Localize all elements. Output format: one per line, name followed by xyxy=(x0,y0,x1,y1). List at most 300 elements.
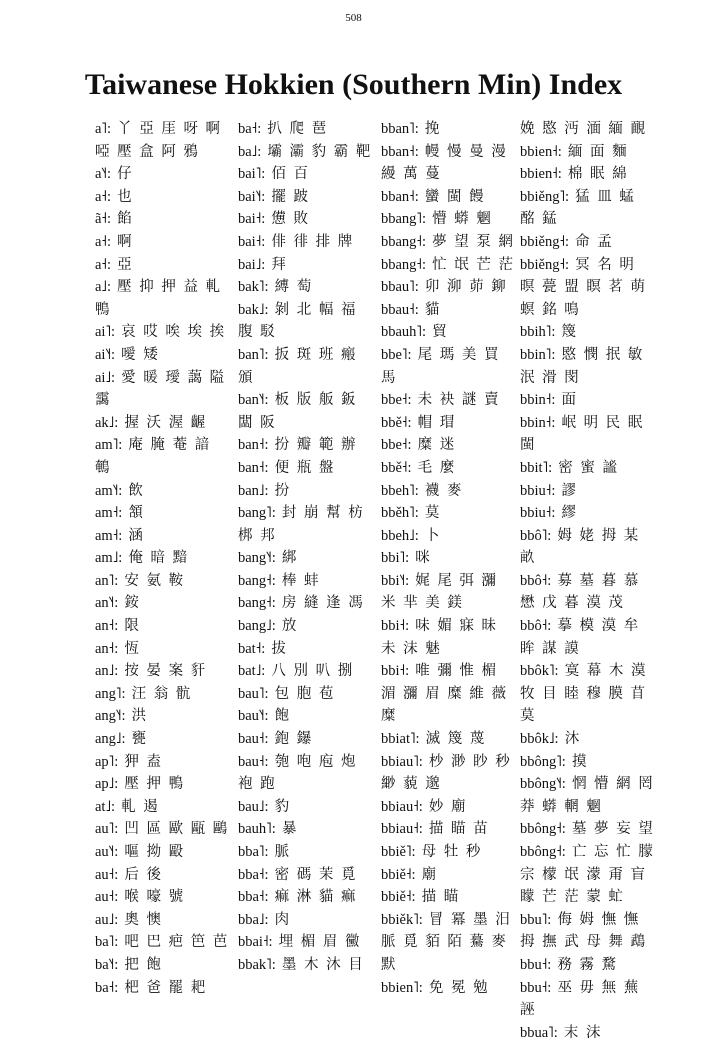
entry-romanization: bba˧: xyxy=(238,889,269,906)
entry-characters: 銨 xyxy=(118,595,141,612)
entry-romanization: bbu˥: xyxy=(520,911,552,928)
index-entry xyxy=(381,547,516,570)
entry-characters: 母 牡 秒 xyxy=(415,844,482,860)
index-entry xyxy=(238,141,373,164)
index-entry xyxy=(381,480,516,503)
index-entry xyxy=(95,502,230,525)
entry-romanization: bbôk˥: xyxy=(520,663,559,680)
entry-characters: 扮 瓣 範 辦 xyxy=(268,437,357,454)
entry-romanization: bbu˧: xyxy=(520,956,552,973)
entry-romanization: ap˩: xyxy=(95,776,119,793)
entry-romanization: bbô˥: xyxy=(520,527,552,544)
entry-romanization: am˥˧: xyxy=(95,482,123,499)
index-entry xyxy=(95,480,230,503)
entry-romanization: bběh˥: xyxy=(381,505,419,522)
entry-characters: 俳 徘 排 牌 xyxy=(265,233,354,250)
entry-characters: 糜 迷 xyxy=(411,437,456,454)
entry-characters: 剝 北 幅 福 腹 駁 xyxy=(238,301,357,341)
entry-characters: 篾 xyxy=(555,324,578,341)
entry-characters: 安 氨 鞍 xyxy=(118,572,185,589)
entry-characters: 吧 巴 疤 笆 芭 xyxy=(118,934,229,951)
entry-characters: 拔 xyxy=(265,640,288,657)
index-entry xyxy=(238,841,373,864)
page-title: Taiwanese Hokkien (Southern Min) Index xyxy=(84,68,623,101)
index-entry xyxy=(381,841,516,864)
entry-romanization: an˧: xyxy=(95,640,119,657)
entry-romanization: bbiě˧: xyxy=(381,866,416,883)
entry-characters: 拜 xyxy=(265,256,288,273)
entry-characters: 侮 姆 憮 憮 拇 撫 武 母 舞 鵡 xyxy=(520,911,647,951)
entry-characters: 廟 xyxy=(415,866,438,883)
entry-romanization: ap˥: xyxy=(95,753,119,770)
entry-romanization: bbi˥: xyxy=(381,550,410,567)
entry-characters: 俺 暗 黯 xyxy=(122,550,189,567)
entry-romanization: bbiau˧: xyxy=(381,798,423,815)
entry-characters: 豹 xyxy=(268,798,291,815)
entry-characters: 摸 xyxy=(565,753,588,770)
entry-characters: 飲 xyxy=(122,482,145,499)
entry-characters: 咪 xyxy=(409,550,432,567)
index-entry xyxy=(238,796,373,819)
entry-characters: 募 墓 暮 慕 懋 戊 暮 漠 茂 xyxy=(520,572,640,612)
index-entry xyxy=(238,344,373,389)
index-entry xyxy=(520,321,655,344)
entry-romanization: ang˩: xyxy=(95,731,126,748)
entry-characters: 娩 愍 沔 湎 緬 靦 xyxy=(520,121,647,137)
entry-romanization: au˥˧: xyxy=(95,844,119,860)
index-entry xyxy=(381,818,516,841)
entry-romanization: bai˥: xyxy=(238,166,266,183)
index-entry xyxy=(520,977,655,1022)
index-entry xyxy=(520,841,655,909)
entry-characters: 卯 泖 茆 鉚 xyxy=(418,279,508,296)
entry-romanization: bau˥: xyxy=(238,685,269,702)
entry-romanization: bai˩: xyxy=(238,256,266,273)
index-entry xyxy=(95,796,230,819)
entry-characters: 務 霧 騖 xyxy=(551,956,618,973)
entry-romanization: bak˩: xyxy=(238,301,269,318)
index-entry xyxy=(238,638,373,661)
index-entry xyxy=(95,276,230,321)
entry-romanization: bbi˧: xyxy=(381,663,410,680)
entry-characters: 命 孟 xyxy=(569,233,614,250)
page-number: 508 xyxy=(345,12,362,24)
entry-romanization: a˧: xyxy=(95,233,112,250)
entry-romanization: ba˥: xyxy=(95,934,119,951)
entry-romanization: am˧: xyxy=(95,505,123,522)
index-entry xyxy=(238,299,373,344)
entry-characters: 唯 彌 惟 楣 湄 瀰 眉 糜 維 薇 糜 xyxy=(381,663,508,725)
index-entry xyxy=(95,751,230,774)
entry-romanization: au˧: xyxy=(95,889,119,906)
index-entry xyxy=(95,909,230,932)
entry-characters: 埋 楣 眉 黴 xyxy=(272,934,361,951)
entry-romanization: bbô˧: xyxy=(520,618,552,635)
index-column-4 xyxy=(520,118,655,1044)
index-entry xyxy=(520,141,655,164)
index-entry xyxy=(520,954,655,977)
index-entry xyxy=(520,502,655,525)
entry-characters: 暴 xyxy=(275,821,298,838)
index-entry xyxy=(381,276,516,299)
entry-romanization: bak˥: xyxy=(238,279,269,296)
entry-characters: 壓 抑 押 益 軋 鴨 xyxy=(95,279,222,318)
entry-characters: 杪 渺 眇 秒 緲 藐 邈 xyxy=(381,753,512,793)
entry-characters: 便 瓶 盤 xyxy=(268,459,335,476)
index-entry xyxy=(238,186,373,209)
entry-romanization: ak˩: xyxy=(95,414,119,431)
entry-romanization: bang˧: xyxy=(238,572,276,589)
entry-romanization: ba˧: xyxy=(95,979,119,996)
index-entry xyxy=(238,931,373,954)
entry-romanization: ai˥: xyxy=(95,324,116,341)
entry-romanization: ba˩: xyxy=(238,143,262,160)
index-entry xyxy=(95,773,230,796)
entry-romanization: bbě˧: xyxy=(381,459,412,476)
entry-romanization: bbiu˧: xyxy=(520,482,556,499)
index-entry xyxy=(381,751,516,796)
entry-characters: 描 瞄 苗 xyxy=(422,821,490,838)
entry-characters: 餡 xyxy=(111,211,134,228)
entry-romanization: bau˥˧: xyxy=(238,708,269,725)
index-entry xyxy=(95,163,230,186)
entry-romanization: bbang˥: xyxy=(381,211,427,228)
entry-characters: 杷 爸 罷 耙 xyxy=(118,979,207,996)
entry-characters: 汪 翁 骯 xyxy=(125,685,192,702)
entry-romanization: bban˧: xyxy=(381,188,419,205)
entry-romanization: bau˩: xyxy=(238,798,269,815)
entry-characters: 密 碼 茉 覓 xyxy=(268,866,357,883)
index-entry xyxy=(95,592,230,615)
entry-romanization: an˩: xyxy=(95,663,119,680)
entry-romanization: ban˧: xyxy=(238,459,269,476)
entry-romanization: a˩: xyxy=(95,279,112,296)
entry-romanization: bbiau˧: xyxy=(381,821,423,838)
entry-romanization: bbih˥: xyxy=(520,324,556,341)
index-entry xyxy=(238,592,373,615)
entry-romanization: an˥: xyxy=(95,572,119,589)
index-entry xyxy=(95,638,230,661)
index-entry xyxy=(381,389,516,412)
entry-romanization: au˧: xyxy=(95,866,119,883)
index-entry xyxy=(95,254,230,277)
index-entry xyxy=(520,909,655,954)
entry-characters: 冥 名 明 暝 甍 盟 瞑 茗 萌 螟 銘 鳴 xyxy=(520,256,647,318)
index-entry xyxy=(381,208,516,231)
index-entry xyxy=(95,231,230,254)
index-entry xyxy=(238,728,373,751)
entry-characters: 仔 xyxy=(111,166,134,183)
index-entry xyxy=(238,547,373,570)
entry-romanization: bai˧: xyxy=(238,211,266,228)
index-entry xyxy=(238,480,373,503)
entry-romanization: bai˧: xyxy=(238,233,266,250)
entry-characters: 啊 xyxy=(111,233,134,250)
entry-characters: 蠻 閩 饅 xyxy=(418,188,486,205)
index-entry xyxy=(238,570,373,593)
entry-romanization: bang˧: xyxy=(238,595,276,612)
entry-characters: 封 崩 幫 枋 梆 邦 xyxy=(238,505,365,544)
entry-romanization: bban˥: xyxy=(381,121,419,137)
entry-romanization: bbiat˥: xyxy=(381,731,420,748)
entry-characters: 洪 xyxy=(125,708,148,725)
index-entry xyxy=(95,728,230,751)
entry-romanization: at˩: xyxy=(95,798,116,815)
index-entry xyxy=(238,208,373,231)
index-entry xyxy=(381,909,516,977)
entry-romanization: bau˧: xyxy=(238,753,269,770)
entry-romanization: bbiěng˧: xyxy=(520,256,570,273)
index-entry xyxy=(238,163,373,186)
entry-romanization: bbin˧: xyxy=(520,414,556,431)
entry-romanization: bbeh˩: xyxy=(381,527,419,544)
entry-romanization: bat˩: xyxy=(238,663,266,680)
entry-romanization: bbu˧: xyxy=(520,979,552,996)
entry-characters: 沐 xyxy=(558,731,581,748)
entry-romanization: bbin˧: xyxy=(520,392,556,409)
entry-characters: 噯 矮 xyxy=(115,346,160,363)
index-entry xyxy=(520,818,655,841)
entry-characters: 涵 xyxy=(122,527,145,544)
entry-romanization: bbiěng˧: xyxy=(520,233,570,250)
entry-romanization: bau˧: xyxy=(238,731,269,748)
index-entry xyxy=(520,231,655,254)
entry-romanization: bbông˧: xyxy=(520,844,566,860)
entry-romanization: bbiě˥: xyxy=(381,844,416,860)
index-entry xyxy=(238,705,373,728)
index-entry xyxy=(381,728,516,751)
index-entry xyxy=(238,864,373,887)
index-entry xyxy=(520,525,655,570)
entry-characters: 甕 xyxy=(125,731,148,748)
index-entry xyxy=(381,299,516,322)
entry-romanization: bbien˧: xyxy=(520,143,562,160)
index-entry xyxy=(95,705,230,728)
entry-romanization: ang˥: xyxy=(95,685,126,702)
entry-characters: 味 媚 寐 昧 未 沫 魅 xyxy=(381,618,498,657)
entry-romanization: ban˥˧: xyxy=(238,392,269,409)
index-entry xyxy=(381,231,516,254)
index-entry xyxy=(95,570,230,593)
entry-romanization: bbiěng˥: xyxy=(520,188,570,205)
entry-romanization: bbiau˥: xyxy=(381,753,423,770)
index-entry xyxy=(238,231,373,254)
entry-characters: 毛 麼 xyxy=(411,459,456,476)
index-entry xyxy=(95,886,230,909)
entry-romanization: bbông˥: xyxy=(520,753,566,770)
entry-characters: 末 沫 xyxy=(557,1024,602,1041)
index-entry xyxy=(95,818,230,841)
index-entry xyxy=(520,344,655,389)
entry-romanization: bbit˥: xyxy=(520,459,553,476)
entry-romanization: bbin˥: xyxy=(520,346,556,363)
entry-characters: 未 袂 謎 賣 xyxy=(411,392,500,409)
entry-characters: 綁 xyxy=(275,550,298,567)
entry-romanization: ba˥˧: xyxy=(95,956,119,973)
index-entry xyxy=(238,254,373,277)
entry-romanization: bbak˥: xyxy=(238,956,276,973)
index-entry xyxy=(381,186,516,209)
index-entry xyxy=(520,615,655,660)
index-entry xyxy=(381,886,516,909)
index-entry xyxy=(381,615,516,660)
entry-characters: 懵 蟒 魍 xyxy=(426,211,493,228)
entry-characters: 莫 xyxy=(418,505,441,522)
index-entry xyxy=(238,434,373,457)
entry-characters: 姆 姥 拇 某 畝 xyxy=(520,527,640,567)
entry-characters: 亞 xyxy=(111,256,134,273)
entry-characters: 限 xyxy=(118,618,141,635)
entry-romanization: bbông˧: xyxy=(520,821,566,838)
index-entry xyxy=(520,412,655,457)
entry-characters: 免 冕 勉 xyxy=(422,979,490,996)
entry-characters: 墨 木 沐 目 xyxy=(275,956,365,973)
entry-characters: 按 晏 案 豻 xyxy=(118,663,207,680)
entry-romanization: bat˧: xyxy=(238,640,266,657)
index-entry xyxy=(520,728,655,751)
index-entry xyxy=(381,118,516,141)
index-entry xyxy=(381,321,516,344)
entry-romanization: bang˥˧: xyxy=(238,550,276,567)
entry-romanization: a˧: xyxy=(95,188,112,205)
entry-romanization: bang˥: xyxy=(238,505,276,522)
entry-characters: 匏 咆 庖 炮 袍 跑 xyxy=(238,753,357,793)
entry-romanization: bbě˧: xyxy=(381,414,412,431)
entry-characters: 亡 忘 忙 朦 宗 檬 氓 濛 甭 盲 矇 芒 茫 蒙 虻 xyxy=(520,844,655,906)
entry-romanization: am˥: xyxy=(95,437,123,454)
entry-characters: 娓 尾 弭 瀰 米 芈 美 鎂 xyxy=(381,572,498,612)
entry-characters: 壓 押 鴨 xyxy=(118,776,185,793)
entry-romanization: ban˩: xyxy=(238,482,269,499)
entry-romanization: bai˥˧: xyxy=(238,188,266,205)
entry-romanization: bbang˧: xyxy=(381,256,427,273)
entry-characters: 憊 敗 xyxy=(265,211,310,228)
entry-romanization: am˧: xyxy=(95,527,123,544)
index-entry xyxy=(95,547,230,570)
index-entry xyxy=(95,321,230,344)
entry-romanization: ã˧: xyxy=(95,211,112,228)
index-column-1 xyxy=(95,118,230,999)
entry-romanization: bbua˥: xyxy=(520,1024,558,1041)
entry-romanization: bbien˧: xyxy=(520,166,562,183)
entry-romanization: ai˩: xyxy=(95,369,116,386)
entry-romanization: an˧: xyxy=(95,618,119,635)
entry-characters: 幔 慢 曼 漫 縵 萬 蔓 xyxy=(381,143,508,183)
index-entry xyxy=(95,525,230,548)
index-entry xyxy=(381,660,516,728)
entry-characters: 岷 明 民 眠 閩 xyxy=(520,414,644,454)
entry-characters: 鉋 鑤 xyxy=(268,731,313,748)
index-entry xyxy=(381,570,516,615)
index-entry xyxy=(381,412,516,435)
entry-characters: 包 胞 苞 xyxy=(268,685,335,702)
index-entry xyxy=(520,660,655,728)
entry-characters: 忙 氓 芒 茫 xyxy=(426,256,515,273)
entry-characters: 庵 腌 菴 諳 鵪 xyxy=(95,437,211,476)
index-entry xyxy=(238,660,373,683)
entry-romanization: au˥: xyxy=(95,821,119,838)
index-entry xyxy=(238,751,373,796)
entry-characters: 凹 區 歐 甌 鷗 xyxy=(118,821,229,838)
entry-characters: 房 縫 逢 馮 xyxy=(275,595,365,612)
index-entry xyxy=(95,118,230,163)
entry-romanization: bbiěk˥: xyxy=(381,911,423,928)
index-columns xyxy=(95,118,655,1041)
index-entry xyxy=(381,434,516,457)
entry-characters: 奧 懊 xyxy=(118,911,163,928)
entry-characters: 恆 xyxy=(118,640,141,657)
entry-romanization: bbe˧: xyxy=(381,437,412,454)
index-entry xyxy=(95,186,230,209)
index-entry xyxy=(95,434,230,479)
entry-romanization: bbien˥: xyxy=(381,979,423,996)
entry-characters: 佰 百 xyxy=(265,166,310,183)
index-entry xyxy=(381,977,516,1000)
entry-characters: 貿 xyxy=(426,324,449,341)
index-entry xyxy=(238,909,373,932)
entry-characters: 喉 嚎 號 xyxy=(118,889,185,906)
entry-romanization: ban˧: xyxy=(238,437,269,454)
index-entry xyxy=(520,457,655,480)
entry-characters: 面 xyxy=(555,392,578,409)
entry-characters: 痲 淋 貓 痲 xyxy=(268,889,357,906)
index-entry xyxy=(381,254,516,277)
entry-romanization: bbau˥: xyxy=(381,279,419,296)
index-column-3 xyxy=(381,118,516,999)
index-entry xyxy=(95,683,230,706)
entry-characters: 也 xyxy=(111,188,134,205)
index-entry xyxy=(95,344,230,367)
entry-romanization: ban˥: xyxy=(238,346,269,363)
entry-characters: 挽 xyxy=(418,121,441,137)
index-entry xyxy=(238,389,373,434)
entry-characters: 扒 爬 琶 xyxy=(261,121,328,137)
index-entry xyxy=(238,954,373,977)
entry-characters: 緬 面 麵 xyxy=(561,143,629,160)
entry-characters: 惘 懵 網 罔 莽 蟒 輞 魍 xyxy=(520,776,655,815)
entry-characters: 后 後 xyxy=(118,866,163,883)
index-entry xyxy=(95,208,230,231)
entry-characters: 尾 瑪 美 買 馬 xyxy=(381,346,500,386)
entry-romanization: bbi˥˧: xyxy=(381,572,410,589)
entry-characters: 冒 冪 墨 汨 脈 覓 貊 陌 驀 麥 默 xyxy=(381,911,512,973)
entry-romanization: ba˧: xyxy=(238,121,262,137)
index-entry xyxy=(238,683,373,706)
entry-characters: 謬 xyxy=(555,482,578,499)
index-entry xyxy=(520,389,655,412)
entry-characters: 繆 xyxy=(555,505,578,522)
index-entry xyxy=(238,118,373,141)
index-entry xyxy=(95,864,230,887)
entry-characters: 棒 蚌 xyxy=(275,572,320,589)
entry-characters: 飽 xyxy=(268,708,291,725)
entry-characters: 滅 篾 蔑 xyxy=(419,731,486,748)
index-entry xyxy=(520,773,655,818)
entry-characters: 愛 暖 璦 藹 隘 靄 xyxy=(95,369,226,409)
entry-romanization: bbau˧: xyxy=(381,301,419,318)
entry-characters: 寞 幕 木 漠 牧 目 睦 穆 膜 苜 莫 xyxy=(520,663,648,725)
entry-characters: 軋 遏 xyxy=(115,798,160,815)
entry-characters: 描 瞄 xyxy=(415,889,460,906)
entry-romanization: bbiu˧: xyxy=(520,505,556,522)
index-entry xyxy=(95,954,230,977)
index-column-2 xyxy=(238,118,373,977)
index-entry xyxy=(520,570,655,615)
index-entry xyxy=(238,615,373,638)
index-entry xyxy=(381,525,516,548)
entry-romanization: bang˩: xyxy=(238,618,276,635)
entry-characters: 肉 xyxy=(268,911,291,928)
